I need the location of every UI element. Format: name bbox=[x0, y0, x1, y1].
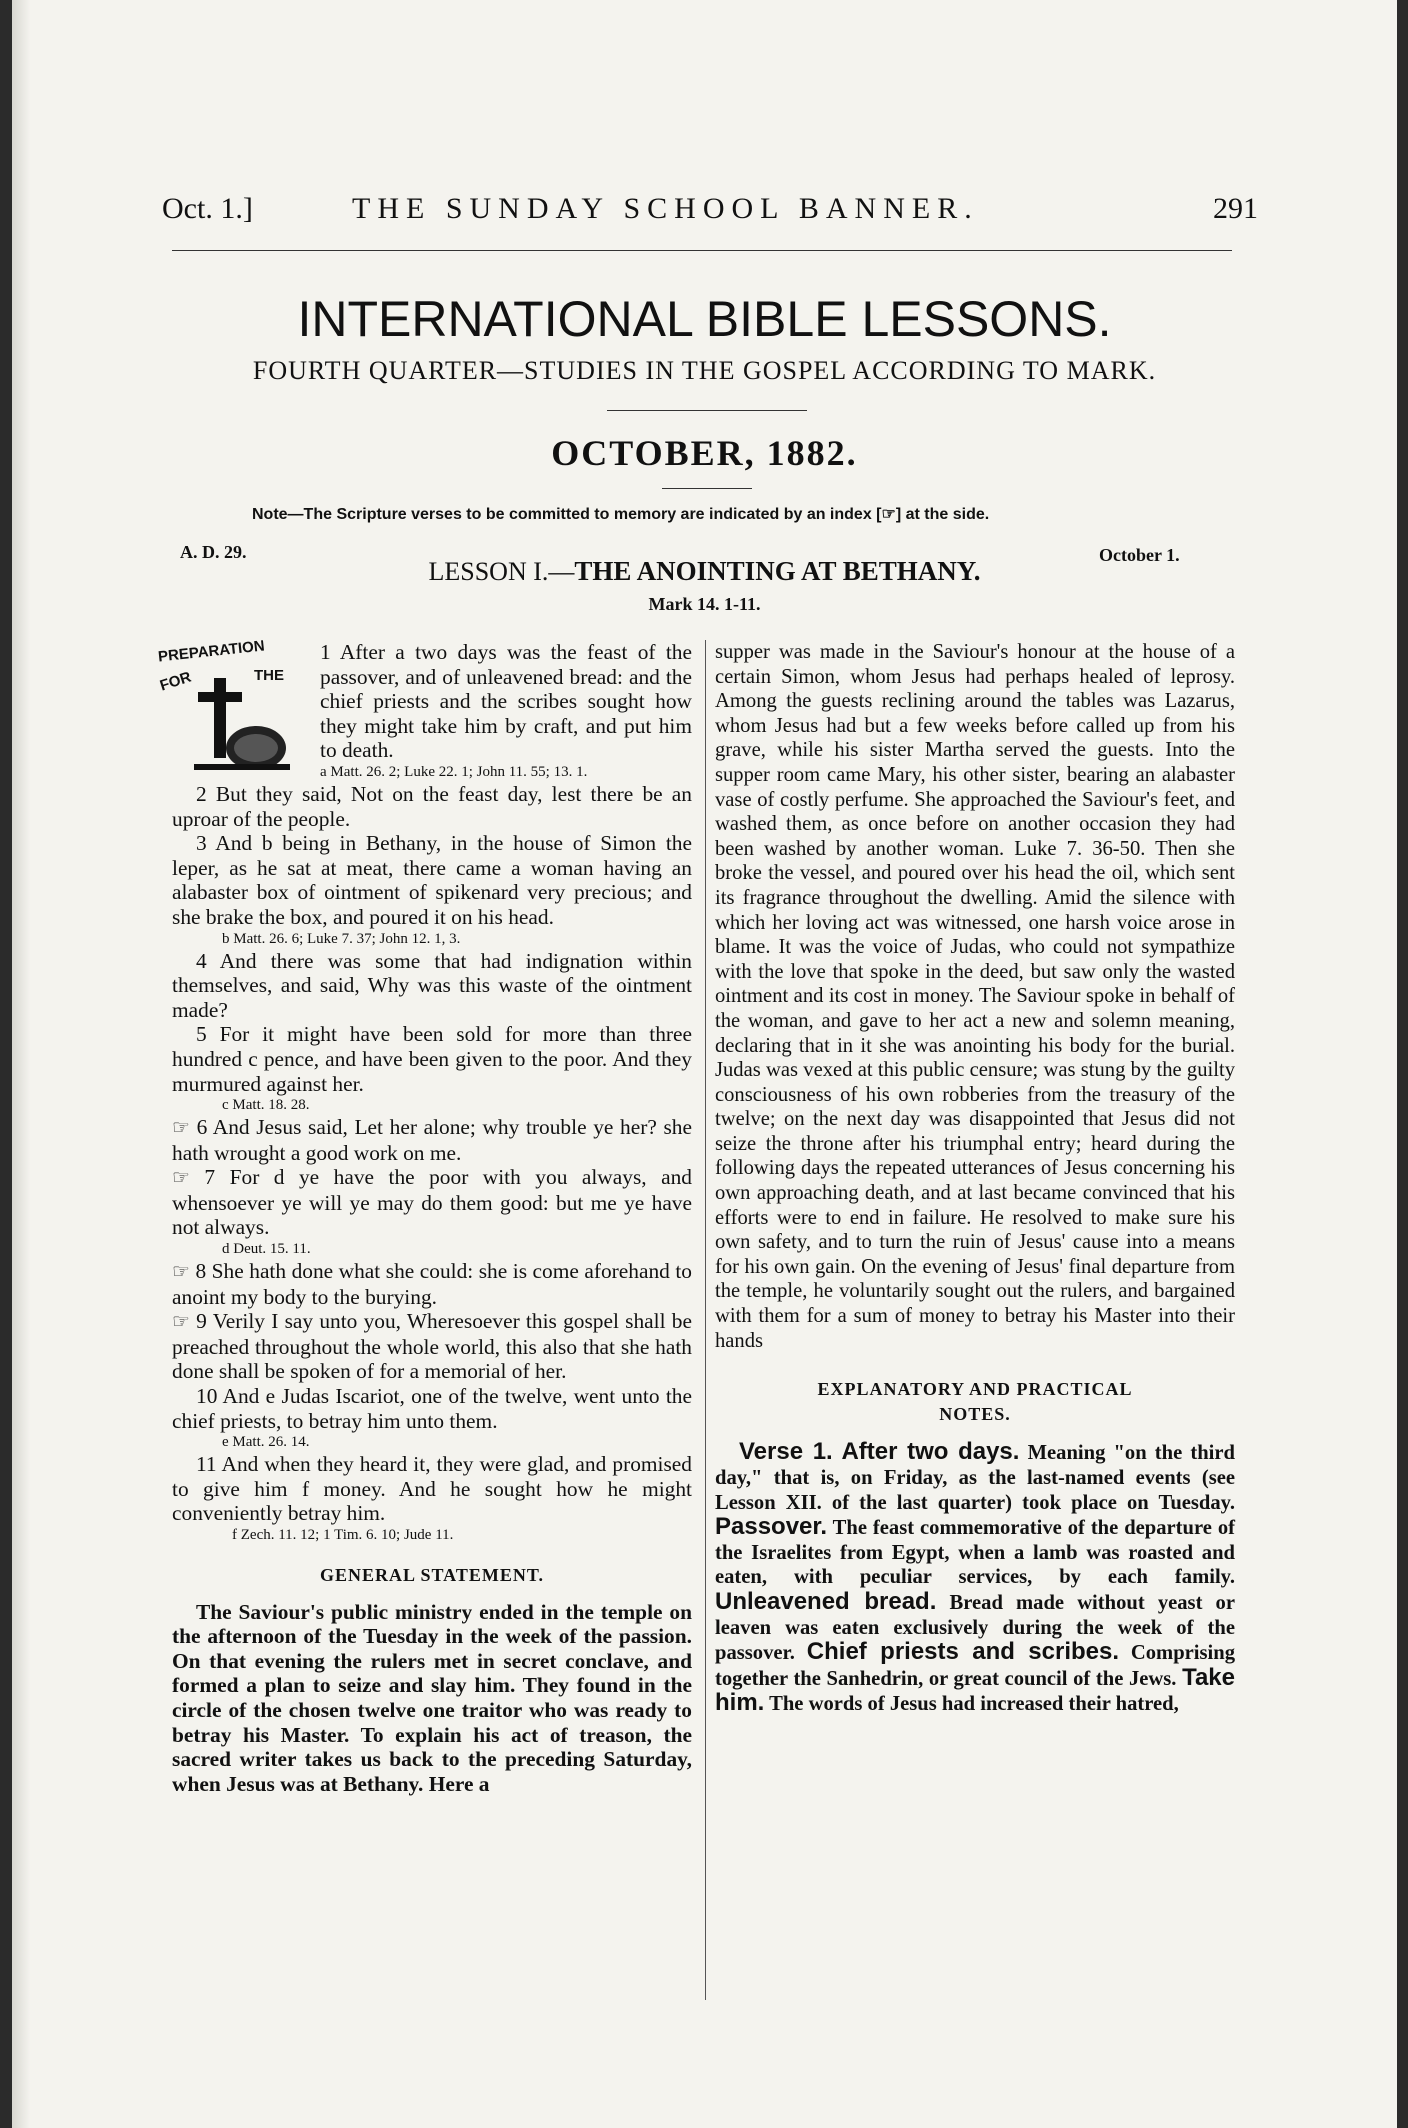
pointing-hand-icon: ☞ bbox=[172, 1311, 190, 1334]
emblem-word-preparation: PREPARATION bbox=[157, 637, 266, 666]
month-rule bbox=[662, 488, 752, 489]
notes-heading-line1: EXPLANATORY AND PRACTICAL bbox=[817, 1379, 1133, 1400]
running-header bbox=[162, 192, 1258, 232]
cross-icon bbox=[194, 678, 294, 778]
footnote-c: c Matt. 18. 28. bbox=[222, 1097, 310, 1114]
header-rule bbox=[172, 250, 1232, 251]
lesson-title: THE ANOINTING AT BETHANY. bbox=[574, 556, 981, 586]
pointing-hand-icon: ☞ bbox=[172, 1261, 190, 1284]
footnote-e: e Matt. 26. 14. bbox=[222, 1434, 310, 1451]
notes-paragraph bbox=[715, 1440, 1235, 1717]
note-term-take-him: Take him. bbox=[715, 1663, 1235, 1717]
general-statement-heading: GENERAL STATEMENT. bbox=[319, 1565, 545, 1585]
header-date: Oct. 1.] bbox=[162, 192, 253, 225]
verse-1: 1 After a two days was the feast of the passover, and of unleavened bread: and the chief priests and the scribes sought how they might take him by craft, and put him to death. bbox=[320, 640, 692, 763]
verse-9: 9 Verily I say unto you, Wheresoever this gospel shall be preached throughout the whole world, this also that she hath done shall be spoken of for a memorial of her. bbox=[172, 1309, 692, 1384]
page bbox=[12, 0, 1397, 2128]
footnote-d: d Deut. 15. 11. bbox=[222, 1241, 311, 1258]
notes-heading bbox=[715, 1377, 1235, 1426]
verse-10: 10 And e Judas Iscariot, one of the twelve, went unto the chief priests, to betray him unto them. bbox=[172, 1384, 692, 1433]
lesson-reference: Mark 14. 1-11. bbox=[648, 594, 761, 614]
verse-7: 7 For d ye have the poor with you always, and whensoever ye will ye may do them good: but me ye have not always. bbox=[172, 1165, 692, 1240]
footnote-f: f Zech. 11. 12; 1 Tim. 6. 10; Jude 11. bbox=[232, 1527, 454, 1543]
emblem-word-the: THE bbox=[254, 667, 284, 684]
general-statement-right: supper was made in the Saviour's honour at the house of a certain Simon, whom Jesus had perhaps healed of leprosy. Among the guests reclining around the tables was Lazarus, whom Jesus had but a few weeks before called up from his grave, while his sister Martha served the guests. Into the supper room came Mary, his other sister, bearing an alabaster vase of costly perfume. She approached the Saviour's feet, and washed them, as once before on another occasion they had been washed by another woman. Luke 7. 36-50. Then she broke the vessel, and poured over his head the oil, which sent its fragrance throughout the dwelling. Amid the silence with which her loving act was witnessed, one harsh voice arose in blame. It was the voice of Judas, who could not sympathize with the love that spoke in the deed, but saw only the wasted ointment and its cost in money. The Saviour spoke in behalf of the woman, and gave to her act a new and solemn meaning, declaring that in it she was anointing his body for the burial. Judas was vexed at this public censure; was stung by the guilty consciousness of his own robberies from the treasury of the twelve; on the next day was disappointed that Jesus did not seize the throne after his triumphal entry; heard during the following days the repeated utterances of Jesus concerning his own approaching death, and at last became convinced that his efforts were to end in failure. He resolved to make sure his own safety, and to turn the ruin of Jesus' cause into a means for his own gain. On the evening of Jesus' final departure from the temple, he voluntarily sought out the rulers, and bargained with them for a sum of money to betray his Master into their hands bbox=[715, 641, 1235, 1352]
verse-6: 6 And Jesus said, Let her alone; why trouble ye her? she hath wrought a good work on me. bbox=[172, 1115, 692, 1165]
page-number: 291 bbox=[1213, 192, 1258, 225]
note-term-verse-1: Verse 1. After two days. bbox=[739, 1438, 1020, 1466]
lesson-year: A. D. 29. bbox=[180, 542, 247, 562]
verse-5: 5 For it might have been sold for more than three hundred c pence, and have been given to the poor. And they murmured against her. bbox=[172, 1022, 692, 1096]
note-term-chief-priests: Chief priests and scribes. bbox=[806, 1638, 1120, 1666]
lesson-date: October 1. bbox=[1099, 545, 1180, 565]
right-column bbox=[715, 640, 1235, 1717]
verse-11: 11 And when they heard it, they were glad, and promised to give him f money. And he sought how he might conveniently betray him. bbox=[172, 1452, 692, 1526]
left-column bbox=[157, 637, 692, 1796]
verse-2: 2 But they said, Not on the feast day, lest there be an uproar of the people. bbox=[172, 781, 692, 831]
note-text-1: Meaning "on the third day," that is, on Friday, as the last-named events (see Lesson XII. of the last quarter) took place on Tuesday. bbox=[715, 1442, 1235, 1514]
pointing-hand-icon: ☞ bbox=[172, 1117, 190, 1140]
verse-9-line bbox=[172, 1309, 692, 1384]
preparation-emblem bbox=[157, 637, 312, 780]
month-title: OCTOBER, 1882. bbox=[551, 433, 858, 473]
verse-3: 3 And b being in Bethany, in the house of Simon the leper, as he sat at meat, there came a woman having an alabaster box of ointment of spikenard very precious; and she brake the box, and poured it on his head. bbox=[172, 831, 692, 929]
note-text-3: Bread made without yeast or leaven was eaten exclusively during the week of the passover. bbox=[715, 1591, 1235, 1665]
verse-4: 4 And there was some that had indignation within themselves, and said, Why was this waste of the ointment made? bbox=[172, 948, 692, 1022]
memory-note: Note—The Scripture verses to be committed to memory are indicated by an index [☞] at the side. bbox=[252, 506, 990, 523]
main-title: INTERNATIONAL BIBLE LESSONS. bbox=[297, 291, 1112, 347]
note-text-2: The feast commemorative of the departure of the Israelites from Egypt, when a lamb was roasted and eaten, with peculiar services, by each family. bbox=[715, 1517, 1235, 1589]
emblem-word-for: FOR bbox=[157, 668, 194, 695]
general-statement-left: The Saviour's public ministry ended in the temple on the afternoon of the Tuesday in the week of the passion. On that evening the rulers met in secret conclave, and formed a plan to seize and slay him. They found in the circle of the chosen twelve one traitor who was ready to betray his Master. To explain his act of treason, the sacred writer takes us back to the preceding Saturday, when Jesus was at Bethany. Here a bbox=[172, 1599, 692, 1796]
header-title: THE SUNDAY SCHOOL BANNER. bbox=[352, 192, 979, 225]
title-rule bbox=[607, 410, 807, 411]
verse-6-line bbox=[172, 1115, 692, 1165]
footnote-a: a Matt. 26. 2; Luke 22. 1; John 11. 55; 13. 1. bbox=[320, 763, 588, 780]
pointing-hand-icon: ☞ bbox=[172, 1167, 190, 1190]
verse-8: 8 She hath done what she could: she is come aforehand to anoint my body to the burying. bbox=[172, 1259, 692, 1309]
note-term-unleavened: Unleavened bread. bbox=[715, 1587, 937, 1615]
note-text-5: The words of Jesus had increased their hatred, bbox=[764, 1693, 1179, 1716]
column-divider bbox=[705, 640, 706, 2000]
note-text-4: Comprising together the Sanhedrin, or great council of the Jews. bbox=[715, 1642, 1235, 1690]
note-term-passover: Passover. bbox=[715, 1513, 828, 1541]
lesson-heading bbox=[12, 556, 1397, 587]
subtitle: FOURTH QUARTER—STUDIES IN THE GOSPEL ACCORDING TO MARK. bbox=[252, 356, 1157, 385]
lesson-prefix: LESSON I.— bbox=[428, 557, 575, 586]
verse-7-line bbox=[172, 1165, 692, 1240]
footnote-b: b Matt. 26. 6; Luke 7. 37; John 12. 1, 3. bbox=[222, 930, 461, 947]
verse-8-line bbox=[172, 1259, 692, 1309]
notes-heading-line2: NOTES. bbox=[939, 1403, 1011, 1424]
